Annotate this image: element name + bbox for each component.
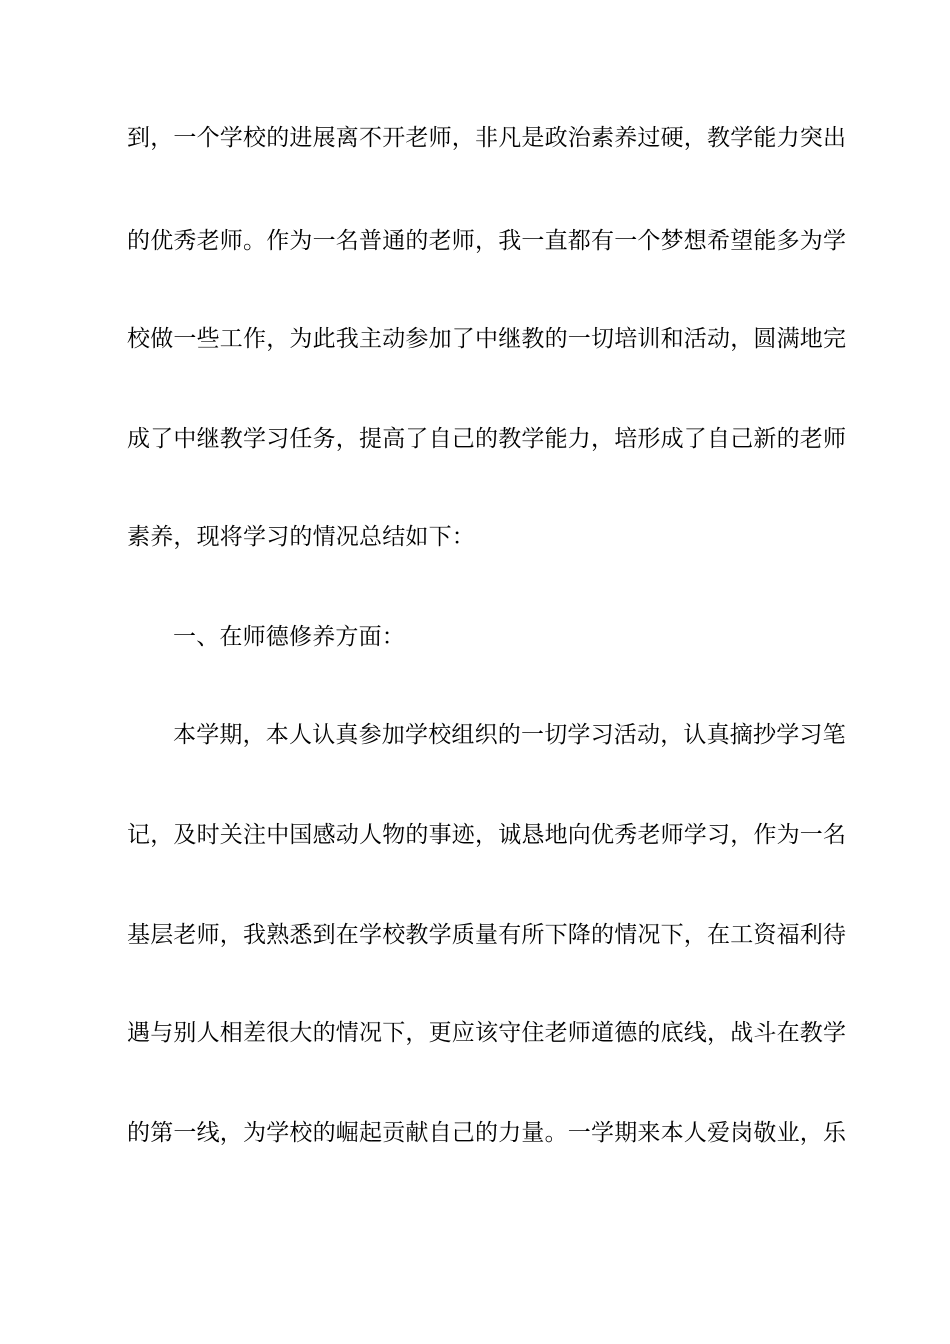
text-line: 基层老师，我熟悉到在学校教学质量有所下降的情况下，在工资福利待 xyxy=(127,922,847,948)
text-line: 遇与别人相差很大的情况下，更应该守住老师道德的底线，战斗在教学 xyxy=(127,1020,847,1046)
text-line: 的第一线，为学校的崛起贡献自己的力量。一学期来本人爱岗敬业，乐 xyxy=(127,1120,847,1146)
text-line: 本学期，本人认真参加学校组织的一切学习活动，认真摘抄学习笔 xyxy=(173,722,846,748)
text-line: 成了中继教学习任务，提高了自己的教学能力，培形成了自己新的老师 xyxy=(127,426,847,452)
section-heading: 一、在师德修养方面： xyxy=(173,624,405,650)
text-line: 记，及时关注中国感动人物的事迹，诚恳地向优秀老师学习，作为一名 xyxy=(127,822,847,848)
text-line: 到，一个学校的进展离不开老师，非凡是政治素养过硬，教学能力突出 xyxy=(127,125,847,151)
text-line: 素养，现将学习的情况总结如下： xyxy=(127,524,475,550)
text-line: 的优秀老师。作为一名普通的老师，我一直都有一个梦想希望能多为学 xyxy=(127,228,847,254)
text-line: 校做一些工作，为此我主动参加了中继教的一切培训和活动，圆满地完 xyxy=(127,326,847,352)
